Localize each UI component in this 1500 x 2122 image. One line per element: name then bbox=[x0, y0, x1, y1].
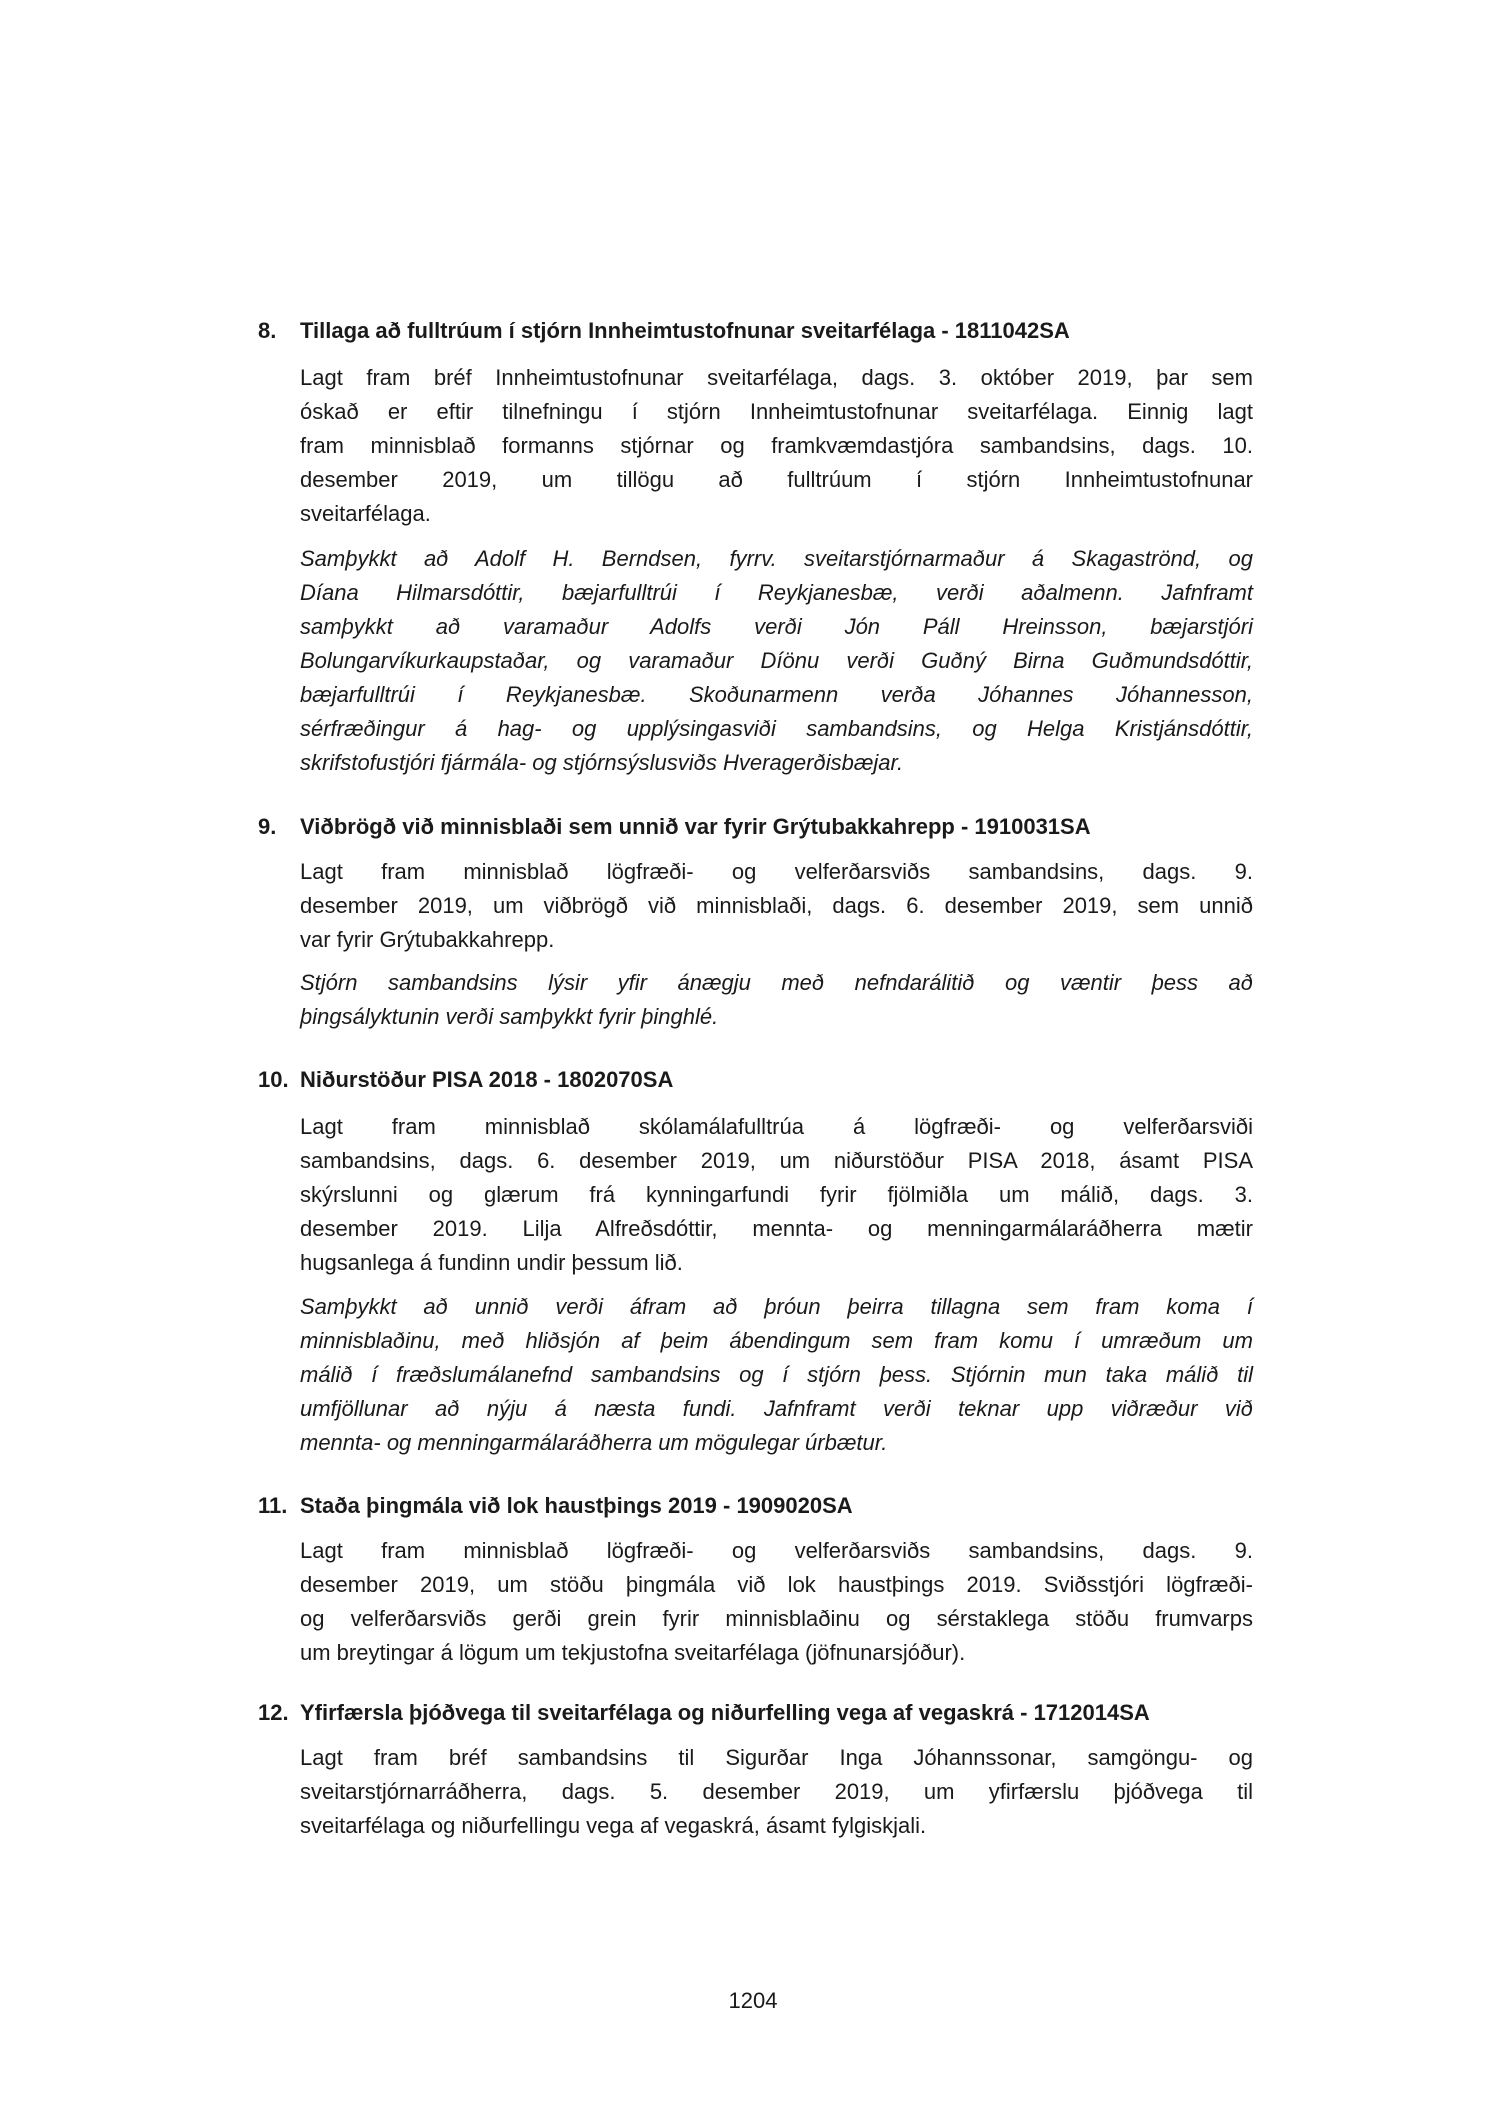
section-title: Niðurstöður PISA 2018 - 1802070SA bbox=[300, 1067, 674, 1092]
text-line: sérfræðingur á hag- og upplýsingasviði sambandsins, og Helga Kristjánsdóttir, bbox=[300, 716, 1253, 741]
section-number: 11. bbox=[258, 1493, 288, 1518]
text-line: Lagt fram minnisblað lögfræði- og velferðarsviðs sambandsins, dags. 9. bbox=[300, 1538, 1253, 1563]
body-paragraph bbox=[300, 1741, 1253, 1843]
text-line: Lagt fram minnisblað lögfræði- og velferðarsviðs sambandsins, dags. 9. bbox=[300, 859, 1253, 884]
text-line: Lagt fram minnisblað skólamálafulltrúa á lögfræði- og velferðarsviði bbox=[300, 1114, 1253, 1139]
text-line: og velferðarsviðs gerði grein fyrir minnisblaðinu og sérstaklega stöðu frumvarps bbox=[300, 1606, 1253, 1631]
text-line: þingsályktunin verði samþykkt fyrir þinghlé. bbox=[300, 1004, 719, 1029]
resolution-paragraph bbox=[300, 966, 1253, 1034]
text-line: um breytingar á lögum um tekjustofna sveitarfélaga (jöfnunarsjóður). bbox=[300, 1640, 966, 1665]
text-line: sveitarstjórnarráðherra, dags. 5. desember 2019, um yfirfærslu þjóðvega til bbox=[300, 1779, 1253, 1804]
body-paragraph bbox=[300, 1110, 1253, 1280]
section-title: Tillaga að fulltrúum í stjórn Innheimtustofnunar sveitarfélaga - 1811042SA bbox=[300, 318, 1070, 343]
section-title: Staða þingmála við lok haustþings 2019 - 1909020SA bbox=[300, 1493, 853, 1518]
text-line: Bolungarvíkurkaupstaðar, og varamaður Díönu verði Guðný Birna Guðmundsdóttir, bbox=[300, 648, 1253, 673]
section-number: 9. bbox=[258, 814, 277, 839]
text-line: mennta- og menningarmálaráðherra um mögulegar úrbætur. bbox=[300, 1430, 888, 1455]
text-line: Lagt fram bréf Innheimtustofnunar sveitarfélaga, dags. 3. október 2019, þar sem bbox=[300, 365, 1253, 390]
section-title: Yfirfærsla þjóðvega til sveitarfélaga og niðurfelling vega af vegaskrá - 1712014SA bbox=[300, 1700, 1150, 1725]
text-line: var fyrir Grýtubakkahrepp. bbox=[300, 927, 555, 952]
text-line: minnisblaðinu, með hliðsjón af þeim ábendingum sem fram komu í umræðum um bbox=[300, 1328, 1253, 1353]
text-line: desember 2019, um tillögu að fulltrúum í stjórn Innheimtustofnunar bbox=[300, 467, 1253, 492]
text-line: Samþykkt að unnið verði áfram að þróun þeirra tillagna sem fram koma í bbox=[300, 1294, 1253, 1319]
text-line: desember 2019, um stöðu þingmála við lok haustþings 2019. Sviðsstjóri lögfræði- bbox=[300, 1572, 1253, 1597]
text-line: skrifstofustjóri fjármála- og stjórnsýslusviðs Hveragerðisbæjar. bbox=[300, 750, 904, 775]
text-line: Samþykkt að Adolf H. Berndsen, fyrrv. sveitarstjórnarmaður á Skagaströnd, og bbox=[300, 546, 1253, 571]
section-number: 10. bbox=[258, 1067, 289, 1092]
text-line: bæjarfulltrúi í Reykjanesbæ. Skoðunarmenn verða Jóhannes Jóhannesson, bbox=[300, 682, 1253, 707]
text-line: desember 2019, um viðbrögð við minnisblaði, dags. 6. desember 2019, sem unnið bbox=[300, 893, 1253, 918]
section-number: 8. bbox=[258, 318, 277, 343]
text-line: fram minnisblað formanns stjórnar og framkvæmdastjóra sambandsins, dags. 10. bbox=[300, 433, 1253, 458]
text-line: sambandsins, dags. 6. desember 2019, um niðurstöður PISA 2018, ásamt PISA bbox=[300, 1148, 1253, 1173]
text-line: óskað er eftir tilnefningu í stjórn Innheimtustofnunar sveitarfélaga. Einnig lagt bbox=[300, 399, 1253, 424]
text-line: sveitarfélaga. bbox=[300, 501, 431, 526]
section-number: 12. bbox=[258, 1700, 289, 1725]
text-line: Lagt fram bréf sambandsins til Sigurðar Inga Jóhannssonar, samgöngu- og bbox=[300, 1745, 1253, 1770]
page-number: 1204 bbox=[728, 1988, 778, 2013]
body-paragraph bbox=[300, 361, 1253, 531]
text-line: Stjórn sambandsins lýsir yfir ánægju með nefndarálitið og væntir þess að bbox=[300, 970, 1253, 995]
resolution-paragraph bbox=[300, 1290, 1253, 1460]
text-line: Díana Hilmarsdóttir, bæjarfulltrúi í Reykjanesbæ, verði aðalmenn. Jafnframt bbox=[300, 580, 1253, 605]
text-line: sveitarfélaga og niðurfellingu vega af vegaskrá, ásamt fylgiskjali. bbox=[300, 1813, 927, 1838]
text-line: umfjöllunar að nýju á næsta fundi. Jafnframt verði teknar upp viðræður við bbox=[300, 1396, 1253, 1421]
resolution-paragraph bbox=[300, 542, 1253, 780]
section-title: Viðbrögð við minnisblaði sem unnið var fyrir Grýtubakkahrepp - 1910031SA bbox=[300, 814, 1091, 839]
text-line: skýrslunni og glærum frá kynningarfundi fyrir fjölmiðla um málið, dags. 3. bbox=[300, 1182, 1253, 1207]
text-line: hugsanlega á fundinn undir þessum lið. bbox=[300, 1250, 683, 1275]
text-line: desember 2019. Lilja Alfreðsdóttir, mennta- og menningarmálaráðherra mætir bbox=[300, 1216, 1253, 1241]
body-paragraph bbox=[300, 1534, 1253, 1670]
text-line: samþykkt að varamaður Adolfs verði Jón Páll Hreinsson, bæjarstjóri bbox=[300, 614, 1253, 639]
text-line: málið í fræðslumálanefnd sambandsins og í stjórn þess. Stjórnin mun taka málið til bbox=[300, 1362, 1253, 1387]
body-paragraph bbox=[300, 855, 1253, 957]
